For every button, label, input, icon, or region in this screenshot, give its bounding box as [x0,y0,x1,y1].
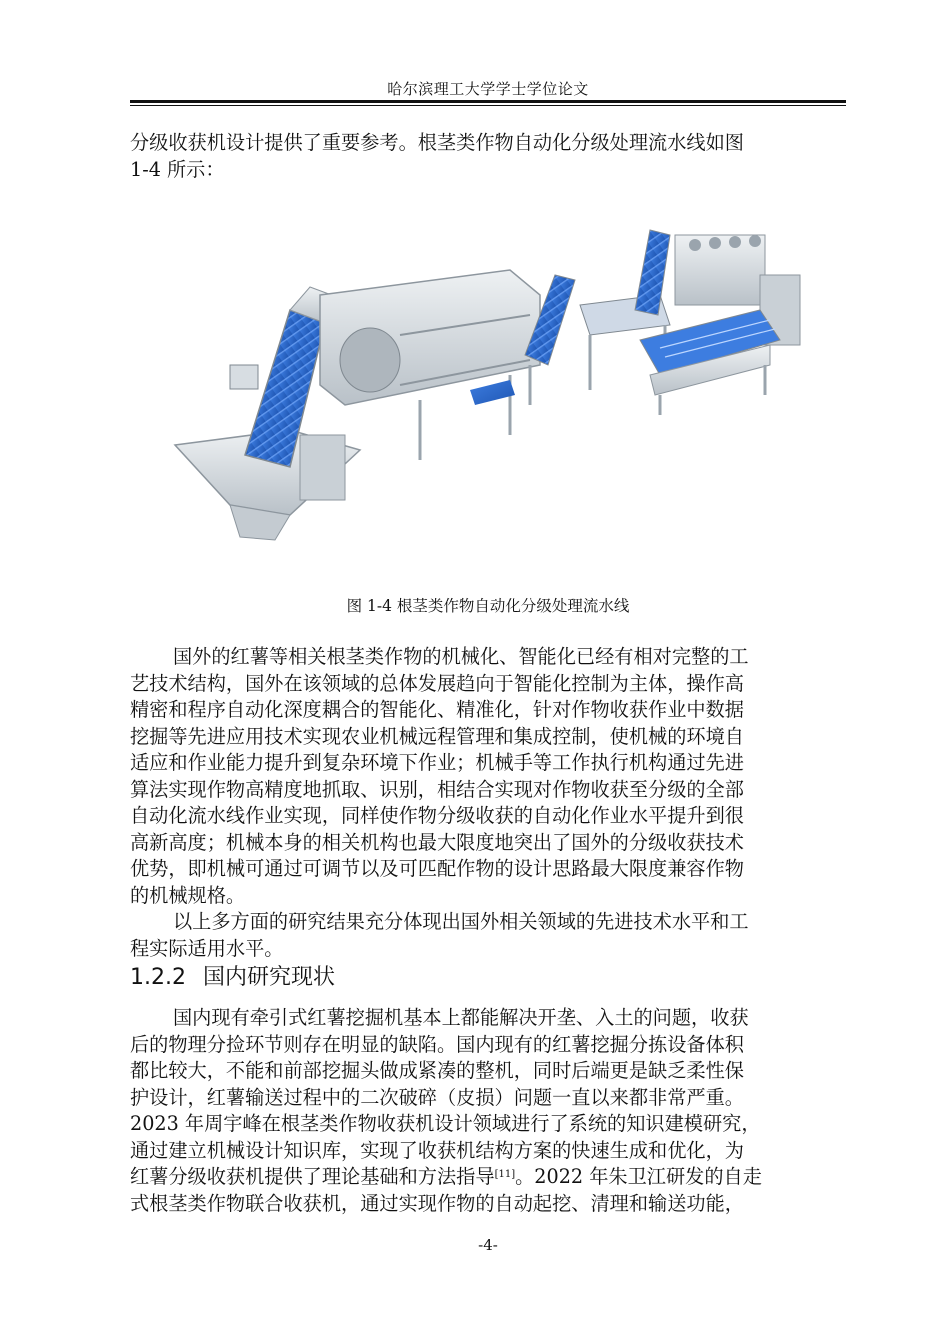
page-header: 哈尔滨理工大学学士学位论文 [387,80,589,98]
section-heading [130,960,335,991]
text-line: 通过建立机械设计知识库，实现了收获机结构方案的快速生成和优化，为 [130,1138,744,1162]
text-line: 式根茎类作物联合收获机，通过实现作物的自动起挖、清理和输送功能， [130,1191,744,1215]
text-line: 的机械规格。 [130,883,246,907]
text-line: 1-4 所示： [130,157,225,181]
text-line: 国外的红薯等相关根茎类作物的机械化、智能化已经有相对完整的工 [173,645,749,668]
citation-ref: [11] [494,1169,516,1180]
conveyor-3 [635,230,670,315]
section-title: 国内研究现状 [202,965,335,990]
text-line: 优势，即机械可通过可调节以及可匹配作物的设计思路最大限度兼容作物 [130,857,744,880]
text-line: 国内现有牵引式红薯挖掘机基本上都能解决开垄、入土的问题，收获 [173,1006,749,1029]
figure-caption: 图 1-4 根茎类作物自动化分级处理流水线 [346,597,630,615]
text-line: 适应和作业能力提升到复杂环境下作业；机械手等工作执行机构通过先进 [130,751,744,774]
control-box [300,435,345,500]
text-line: 精密和程序自动化深度耦合的智能化、精准化，针对作物收获作业中数据 [130,698,744,721]
text-line: 挖掘等先进应用技术实现农业机械远程管理和集成控制，使机械的环境自 [130,724,744,748]
text-line: 都比较大，不能和前部挖掘头做成紧凑的整机，同时后端更是缺乏柔性保 [130,1059,744,1082]
text-segment: 。2022 年朱卫江研发的自走 [515,1165,762,1188]
body-paragraph-1 [130,644,846,909]
header-rule-thin [130,105,846,106]
body-paragraph-3 [130,1005,846,1217]
intro-paragraph [130,130,846,183]
text-line: 自动化流水线作业实现，同样使作物分级收获的自动化作业水平提升到很 [130,804,744,827]
text-line: 后的物理分捡环节则存在明显的缺陷。国内现有的红薯挖掘分拣设备体积 [130,1032,744,1056]
text-line: 程实际适用水平。 [130,936,284,960]
text-line: 护设计，红薯输送过程中的二次破碎（皮损）问题一直以来都非常严重。 [130,1085,744,1109]
text-line: 分级收获机设计提供了重要参考。根茎类作物自动化分级处理流水线如图 [130,131,744,154]
text-line: 2023 年周宇峰在根茎类作物收获机设计领域进行了系统的知识建模研究， [130,1112,761,1135]
text-line: 以上多方面的研究结果充分体现出国外相关领域的先进技术水平和工 [173,910,749,933]
text-line [130,1164,846,1191]
body-paragraph-2 [130,909,846,962]
page-number: -4- [478,1236,498,1254]
text-line: 高新高度；机械本身的相关机构也最大限度地突出了国外的分级收获技术 [130,830,744,854]
header-rule-thick [130,100,846,103]
section-number: 1.2.2 [130,965,186,990]
processing-line-illustration [170,215,810,555]
text-line: 艺技术结构，国外在该领域的总体发展趋向于智能化控制为主体，操作高 [130,671,744,695]
text-segment: 红薯分级收获机提供了理论基础和方法指导 [130,1165,495,1188]
text-line: 算法实现作物高精度地抓取、识别，相结合实现对作物收获至分级的全部 [130,777,744,801]
